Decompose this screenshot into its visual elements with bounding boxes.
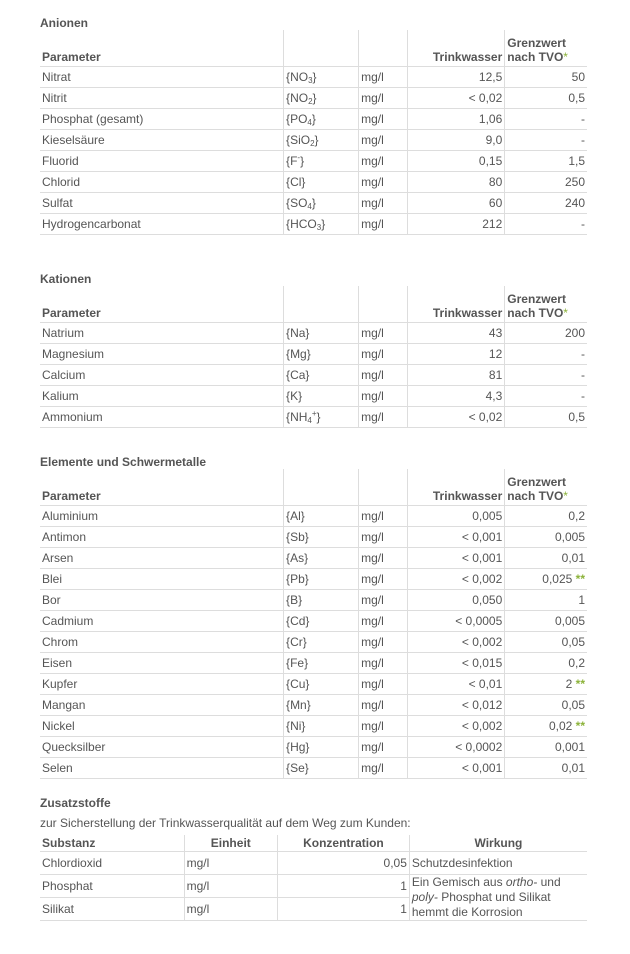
chemical-symbol: {Sb} bbox=[284, 526, 359, 547]
grenzwert-sub-label: nach TVO bbox=[507, 49, 564, 64]
trinkwasser-value: < 0,001 bbox=[407, 547, 504, 568]
chemical-symbol: {Mn} bbox=[284, 694, 359, 715]
chemical-symbol: {Cu} bbox=[284, 673, 359, 694]
substance-name: Chlordioxid bbox=[40, 852, 184, 875]
unit-cell: mg/l bbox=[359, 192, 408, 213]
table-row bbox=[40, 652, 587, 673]
trinkwasser-value: 0,050 bbox=[407, 589, 504, 610]
limit-text: - bbox=[581, 111, 585, 126]
symbol-text: B bbox=[290, 592, 299, 607]
symbol-subscript: 2 bbox=[310, 138, 315, 148]
symbol-subscript: 4 bbox=[307, 117, 312, 127]
unit-cell: mg/l bbox=[359, 673, 408, 694]
chemical-symbol: {As} bbox=[284, 547, 359, 568]
symbol-text: Na bbox=[290, 325, 306, 340]
zusatz-title: Zusatzstoffe bbox=[40, 796, 111, 810]
trinkwasser-value: < 0,001 bbox=[407, 757, 504, 778]
grenzwert-label: Grenzwert bbox=[507, 291, 566, 306]
symbol-subscript: 4 bbox=[307, 201, 312, 211]
parameter-name: Nitrat bbox=[40, 66, 284, 87]
symbol-text: HCO bbox=[290, 216, 317, 231]
footnote-double-star: ** bbox=[575, 571, 585, 586]
parameter-name: Nitrit bbox=[40, 87, 284, 108]
parameter-name: Sulfat bbox=[40, 192, 284, 213]
unit-cell: mg/l bbox=[359, 568, 408, 589]
effect-cell bbox=[409, 875, 587, 921]
limit-text: 0,01 bbox=[561, 760, 585, 775]
symbol-superscript: - bbox=[297, 152, 301, 162]
parameter-name: Magnesium bbox=[40, 343, 284, 364]
effect-cell: Schutzdesinfektion bbox=[409, 852, 587, 875]
unit-cell: mg/l bbox=[184, 852, 277, 875]
trinkwasser-value: < 0,01 bbox=[407, 673, 504, 694]
parameter-name: Chrom bbox=[40, 631, 284, 652]
symbol-text: Al bbox=[290, 508, 301, 523]
trinkwasser-header: Trinkwasser bbox=[407, 286, 504, 322]
trinkwasser-value: 4,3 bbox=[407, 385, 504, 406]
unit-cell: mg/l bbox=[359, 213, 408, 234]
symbol-header bbox=[284, 469, 359, 505]
footnote-double-star: ** bbox=[575, 676, 585, 691]
parameter-name: Fluorid bbox=[40, 150, 284, 171]
limit-text: - bbox=[581, 346, 585, 361]
chemical-symbol: $\{NO_3\}$ bbox=[284, 66, 359, 87]
parameter-name: Nickel bbox=[40, 715, 284, 736]
grenzwert-value bbox=[505, 150, 587, 171]
trinkwasser-value: < 0,012 bbox=[407, 694, 504, 715]
grenzwert-value bbox=[505, 505, 587, 526]
table-row bbox=[40, 213, 587, 234]
grenzwert-value bbox=[505, 547, 587, 568]
parameter-header: Parameter bbox=[40, 30, 284, 66]
unit-header bbox=[359, 286, 408, 322]
unit-cell: mg/l bbox=[359, 589, 408, 610]
unit-cell: mg/l bbox=[359, 108, 408, 129]
trinkwasser-value: < 0,0005 bbox=[407, 610, 504, 631]
table-row bbox=[40, 129, 587, 150]
table-row bbox=[40, 505, 587, 526]
limit-text: 0,005 bbox=[554, 529, 585, 544]
table-row bbox=[40, 589, 587, 610]
limit-text: 250 bbox=[564, 174, 585, 189]
limit-text: 0,05 bbox=[561, 634, 585, 649]
symbol-subscript: 2 bbox=[308, 96, 313, 106]
symbol-text: Se bbox=[290, 760, 305, 775]
grenzwert-value bbox=[505, 589, 587, 610]
limit-text: 0,2 bbox=[568, 508, 585, 523]
grenzwert-header bbox=[505, 30, 587, 66]
grenzwert-header bbox=[505, 286, 587, 322]
grenzwert-label: Grenzwert bbox=[507, 474, 566, 489]
footnote-double-star: ** bbox=[575, 718, 585, 733]
grenzwert-value bbox=[505, 694, 587, 715]
kationen-table bbox=[40, 286, 587, 428]
parameter-name: Hydrogencarbonat bbox=[40, 213, 284, 234]
effect-italic-poly: poly- bbox=[411, 890, 438, 904]
table-row bbox=[40, 610, 587, 631]
limit-text: 0,2 bbox=[568, 655, 585, 670]
unit-cell: mg/l bbox=[359, 406, 408, 427]
parameter-name: Arsen bbox=[40, 547, 284, 568]
grenzwert-value bbox=[505, 87, 587, 108]
symbol-subscript: 3 bbox=[308, 75, 313, 85]
grenzwert-value bbox=[505, 192, 587, 213]
trinkwasser-value: < 0,02 bbox=[407, 87, 504, 108]
table-row bbox=[40, 364, 587, 385]
chemical-symbol: {Mg} bbox=[284, 343, 359, 364]
table-row bbox=[40, 875, 587, 898]
unit-cell: mg/l bbox=[359, 322, 408, 343]
trinkwasser-value: 212 bbox=[407, 213, 504, 234]
parameter-name: Calcium bbox=[40, 364, 284, 385]
symbol-text: Pb bbox=[290, 571, 305, 586]
parameter-name: Mangan bbox=[40, 694, 284, 715]
trinkwasser-value: 9,0 bbox=[407, 129, 504, 150]
trinkwasser-value: 0,15 bbox=[407, 150, 504, 171]
chemical-symbol: $\{HCO_3\}$ bbox=[284, 213, 359, 234]
konzentration-header: Konzentration bbox=[277, 835, 409, 852]
trinkwasser-value: < 0,02 bbox=[407, 406, 504, 427]
grenzwert-value bbox=[505, 364, 587, 385]
table-row bbox=[40, 406, 587, 427]
chemical-symbol: {F-} bbox=[284, 150, 359, 171]
table-row bbox=[40, 385, 587, 406]
symbol-text: As bbox=[290, 550, 305, 565]
limit-text: 1,5 bbox=[568, 153, 585, 168]
effect-italic-ortho: ortho- bbox=[505, 875, 538, 889]
parameter-name: Aluminium bbox=[40, 505, 284, 526]
unit-cell: mg/l bbox=[359, 171, 408, 192]
trinkwasser-value: < 0,0002 bbox=[407, 736, 504, 757]
trinkwasser-value: < 0,015 bbox=[407, 652, 504, 673]
limit-text: 0,5 bbox=[568, 409, 585, 424]
table-row bbox=[40, 322, 587, 343]
symbol-text: SO bbox=[290, 195, 308, 210]
kationen-title: Kationen bbox=[40, 272, 92, 286]
parameter-header: Parameter bbox=[40, 469, 284, 505]
parameter-name: Cadmium bbox=[40, 610, 284, 631]
table-row bbox=[40, 526, 587, 547]
chemical-symbol: {K} bbox=[284, 385, 359, 406]
chemical-symbol: {B} bbox=[284, 589, 359, 610]
symbol-text: K bbox=[290, 388, 299, 403]
unit-cell: mg/l bbox=[359, 526, 408, 547]
limit-text: 2 bbox=[565, 676, 573, 691]
parameter-name: Eisen bbox=[40, 652, 284, 673]
grenzwert-value bbox=[505, 343, 587, 364]
table-row bbox=[40, 631, 587, 652]
parameter-name: Bor bbox=[40, 589, 284, 610]
trinkwasser-value: 1,06 bbox=[407, 108, 504, 129]
trinkwasser-value: 81 bbox=[407, 364, 504, 385]
unit-cell: mg/l bbox=[359, 343, 408, 364]
table-row bbox=[40, 568, 587, 589]
parameter-name: Ammonium bbox=[40, 406, 284, 427]
substance-name: Silikat bbox=[40, 898, 184, 921]
table-row bbox=[40, 736, 587, 757]
unit-cell: mg/l bbox=[184, 875, 277, 898]
chemical-symbol: {Ca} bbox=[284, 364, 359, 385]
limit-text: 0,05 bbox=[561, 697, 585, 712]
header-row bbox=[40, 469, 587, 505]
footnote-star: * bbox=[563, 305, 568, 320]
parameter-header: Parameter bbox=[40, 286, 284, 322]
concentration-cell: 1 bbox=[277, 875, 409, 898]
grenzwert-sub-label: nach TVO bbox=[507, 305, 564, 320]
unit-cell: mg/l bbox=[359, 652, 408, 673]
trinkwasser-value: < 0,001 bbox=[407, 526, 504, 547]
trinkwasser-value: 60 bbox=[407, 192, 504, 213]
chemical-symbol: {Hg} bbox=[284, 736, 359, 757]
limit-text: - bbox=[581, 367, 585, 382]
parameter-name: Kalium bbox=[40, 385, 284, 406]
unit-cell: mg/l bbox=[359, 505, 408, 526]
table-row bbox=[40, 852, 587, 875]
header-row bbox=[40, 30, 587, 66]
table-row bbox=[40, 150, 587, 171]
unit-cell: mg/l bbox=[359, 736, 408, 757]
unit-header bbox=[359, 30, 408, 66]
parameter-name: Quecksilber bbox=[40, 736, 284, 757]
symbol-text: NO bbox=[290, 90, 309, 105]
symbol-text: NH bbox=[290, 409, 308, 424]
zusatz-table bbox=[40, 835, 587, 921]
trinkwasser-value: < 0,002 bbox=[407, 715, 504, 736]
unit-cell: mg/l bbox=[359, 715, 408, 736]
unit-cell: mg/l bbox=[359, 364, 408, 385]
symbol-text: Cl bbox=[290, 174, 302, 189]
trinkwasser-value: < 0,002 bbox=[407, 568, 504, 589]
unit-cell: mg/l bbox=[359, 547, 408, 568]
limit-text: 50 bbox=[571, 69, 585, 84]
parameter-name: Chlorid bbox=[40, 171, 284, 192]
unit-cell: mg/l bbox=[359, 129, 408, 150]
table-row bbox=[40, 715, 587, 736]
limit-text: 240 bbox=[564, 195, 585, 210]
grenzwert-value bbox=[505, 108, 587, 129]
anionen-table bbox=[40, 30, 587, 235]
trinkwasser-value: 12 bbox=[407, 343, 504, 364]
unit-header bbox=[359, 469, 408, 505]
chemical-symbol: {Ni} bbox=[284, 715, 359, 736]
limit-text: 1 bbox=[578, 592, 585, 607]
unit-cell: mg/l bbox=[184, 898, 277, 921]
chemical-symbol: {Fe} bbox=[284, 652, 359, 673]
footnote-star: * bbox=[563, 488, 568, 503]
grenzwert-value bbox=[505, 66, 587, 87]
symbol-subscript: 3 bbox=[316, 222, 322, 232]
symbol-text: Ni bbox=[290, 718, 302, 733]
limit-text: - bbox=[581, 388, 585, 403]
symbol-text: F bbox=[290, 153, 298, 168]
grenzwert-value bbox=[505, 757, 587, 778]
effect-text: Phosphat und Silikat hemmt die Korrosion bbox=[411, 890, 551, 919]
table-row bbox=[40, 87, 587, 108]
chemical-symbol: {Cr} bbox=[284, 631, 359, 652]
symbol-text: Sb bbox=[290, 529, 305, 544]
symbol-text: Ca bbox=[290, 367, 306, 382]
limit-text: - bbox=[581, 216, 585, 231]
zusatz-header-row bbox=[40, 835, 587, 852]
symbol-text: PO bbox=[290, 111, 308, 126]
grenzwert-sub-label: nach TVO bbox=[507, 488, 564, 503]
parameter-name: Kieselsäure bbox=[40, 129, 284, 150]
table-row bbox=[40, 192, 587, 213]
unit-cell: mg/l bbox=[359, 610, 408, 631]
effect-text: Ein Gemisch aus bbox=[411, 875, 506, 889]
symbol-text: Cr bbox=[290, 634, 303, 649]
chemical-symbol: {Cd} bbox=[284, 610, 359, 631]
symbol-text: Mn bbox=[290, 697, 307, 712]
trinkwasser-header: Trinkwasser bbox=[407, 469, 504, 505]
grenzwert-value bbox=[505, 385, 587, 406]
grenzwert-label: Grenzwert bbox=[507, 35, 566, 50]
limit-text: 0,02 bbox=[548, 718, 573, 733]
grenzwert-value bbox=[505, 652, 587, 673]
trinkwasser-header: Trinkwasser bbox=[407, 30, 504, 66]
elemente-title: Elemente und Schwermetalle bbox=[40, 455, 207, 469]
footnote-star: * bbox=[563, 49, 568, 64]
elemente-table bbox=[40, 469, 587, 779]
grenzwert-value bbox=[505, 736, 587, 757]
grenzwert-value bbox=[505, 526, 587, 547]
grenzwert-value bbox=[505, 171, 587, 192]
einheit-header: Einheit bbox=[184, 835, 277, 852]
limit-text: 0,01 bbox=[561, 550, 585, 565]
chemical-symbol: $\{SO_4\}$ bbox=[284, 192, 359, 213]
trinkwasser-value: 0,005 bbox=[407, 505, 504, 526]
wirkung-header: Wirkung bbox=[409, 835, 587, 852]
grenzwert-value bbox=[505, 610, 587, 631]
unit-cell: mg/l bbox=[359, 66, 408, 87]
parameter-name: Antimon bbox=[40, 526, 284, 547]
anionen-title: Anionen bbox=[40, 16, 88, 30]
grenzwert-value bbox=[505, 673, 587, 694]
table-row bbox=[40, 343, 587, 364]
limit-text: 0,025 bbox=[542, 571, 573, 586]
grenzwert-value bbox=[505, 213, 587, 234]
chemical-symbol: $\{NO_2\}$ bbox=[284, 87, 359, 108]
table-row bbox=[40, 171, 587, 192]
symbol-header bbox=[284, 30, 359, 66]
limit-text: 0,001 bbox=[554, 739, 585, 754]
chemical-symbol: {Na} bbox=[284, 322, 359, 343]
symbol-text: SiO bbox=[290, 132, 311, 147]
limit-text: 200 bbox=[564, 325, 585, 340]
parameter-name: Selen bbox=[40, 757, 284, 778]
table-row bbox=[40, 66, 587, 87]
symbol-superscript: + bbox=[311, 408, 317, 418]
grenzwert-value bbox=[505, 715, 587, 736]
chemical-symbol: $\{NH_4^+\}$ bbox=[284, 406, 359, 427]
substanz-header: Substanz bbox=[40, 835, 184, 852]
unit-cell: mg/l bbox=[359, 631, 408, 652]
chemical-symbol: {Cl} bbox=[284, 171, 359, 192]
table-row bbox=[40, 694, 587, 715]
trinkwasser-value: 80 bbox=[407, 171, 504, 192]
trinkwasser-value: 12,5 bbox=[407, 66, 504, 87]
symbol-text: Mg bbox=[290, 346, 307, 361]
zusatz-intro: zur Sicherstellung der Trinkwasserqualität auf dem Weg zum Kunden: bbox=[40, 816, 411, 830]
chemical-symbol: {SiO$_2$} bbox=[284, 129, 359, 150]
limit-text: 0,5 bbox=[568, 90, 585, 105]
header-row bbox=[40, 286, 587, 322]
substance-name: Phosphat bbox=[40, 875, 184, 898]
grenzwert-value bbox=[505, 568, 587, 589]
unit-cell: mg/l bbox=[359, 87, 408, 108]
grenzwert-value bbox=[505, 322, 587, 343]
table-row bbox=[40, 673, 587, 694]
unit-cell: mg/l bbox=[359, 385, 408, 406]
limit-text: - bbox=[581, 132, 585, 147]
table-row bbox=[40, 757, 587, 778]
chemical-symbol: $\{PO_4\}$ bbox=[284, 108, 359, 129]
symbol-header bbox=[284, 286, 359, 322]
grenzwert-header bbox=[505, 469, 587, 505]
table-row bbox=[40, 108, 587, 129]
symbol-text: NO bbox=[290, 69, 309, 84]
symbol-text: Fe bbox=[290, 655, 305, 670]
symbol-subscript: 4 bbox=[307, 415, 312, 425]
chemical-symbol: {Se} bbox=[284, 757, 359, 778]
parameter-name: Blei bbox=[40, 568, 284, 589]
chemical-symbol: {Pb} bbox=[284, 568, 359, 589]
grenzwert-value bbox=[505, 406, 587, 427]
symbol-text: Cu bbox=[290, 676, 306, 691]
unit-cell: mg/l bbox=[359, 150, 408, 171]
parameter-name: Phosphat (gesamt) bbox=[40, 108, 284, 129]
limit-text: 0,005 bbox=[554, 613, 585, 628]
parameter-name: Natrium bbox=[40, 322, 284, 343]
symbol-text: Hg bbox=[290, 739, 306, 754]
table-row bbox=[40, 547, 587, 568]
symbol-text: Cd bbox=[290, 613, 306, 628]
concentration-cell: 0,05 bbox=[277, 852, 409, 875]
concentration-cell: 1 bbox=[277, 898, 409, 921]
trinkwasser-value: < 0,002 bbox=[407, 631, 504, 652]
grenzwert-value bbox=[505, 129, 587, 150]
parameter-name: Kupfer bbox=[40, 673, 284, 694]
unit-cell: mg/l bbox=[359, 757, 408, 778]
unit-cell: mg/l bbox=[359, 694, 408, 715]
effect-text: und bbox=[537, 875, 561, 889]
trinkwasser-value: 43 bbox=[407, 322, 504, 343]
grenzwert-value bbox=[505, 631, 587, 652]
chemical-symbol: {Al} bbox=[284, 505, 359, 526]
